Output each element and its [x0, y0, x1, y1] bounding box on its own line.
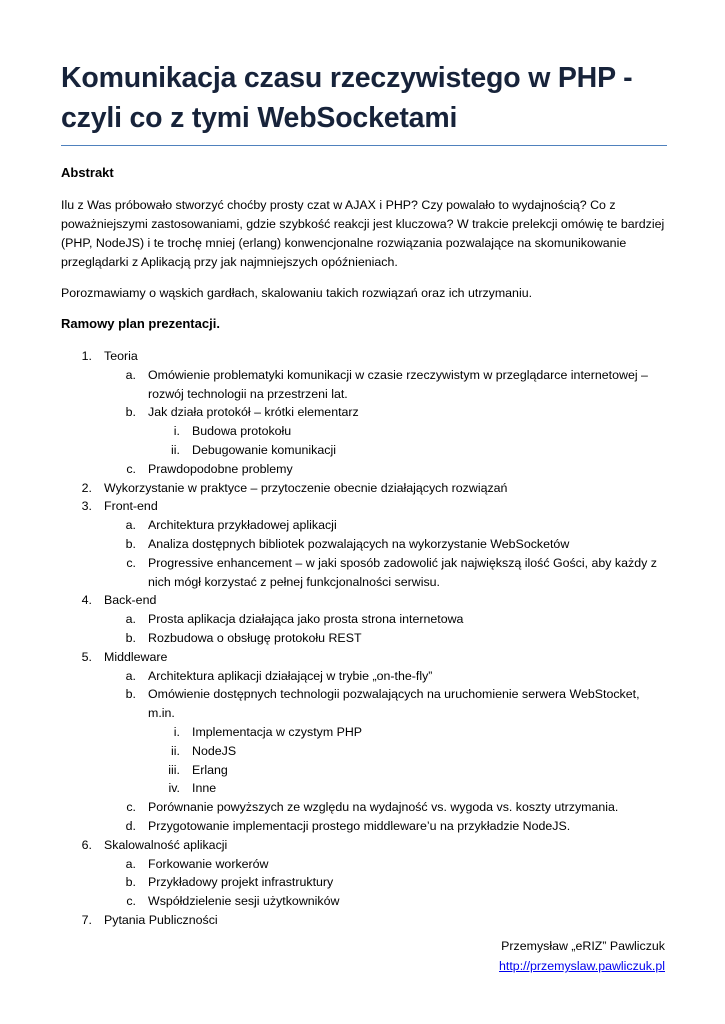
outline-item — [61, 761, 667, 780]
outline-text: Prawdopodobne problemy — [148, 461, 293, 476]
outline-marker: ii. — [171, 442, 180, 457]
title-divider — [61, 145, 667, 146]
outline-marker: a. — [125, 518, 136, 533]
outline-text: Wykorzystanie w praktyce – przytoczenie obecnie działających rozwiązań — [104, 480, 508, 495]
outline-marker: iv. — [168, 781, 180, 796]
outline-marker: iii. — [168, 762, 180, 777]
outline-marker: a. — [125, 367, 136, 382]
outline-item — [61, 873, 667, 892]
outline-item — [61, 836, 667, 855]
outline-item — [61, 460, 667, 479]
outline-item — [61, 516, 667, 535]
outline-text: Forkowanie workerów — [148, 856, 269, 871]
outline-marker: a. — [125, 856, 136, 871]
outline-item — [61, 779, 667, 798]
outline-item — [61, 667, 667, 686]
outline-text: Omówienie problematyki komunikacji w czasie rzeczywistym w przeglądarce internetowej – rozwój technologii na przestrzeni lat. — [148, 367, 648, 401]
outline-marker: b. — [125, 405, 136, 420]
outline-text: Architektura przykładowej aplikacji — [148, 518, 337, 533]
outline-marker: c. — [126, 800, 136, 815]
outline-item — [61, 479, 667, 498]
document-page — [61, 58, 667, 930]
outline-marker: b. — [125, 687, 136, 702]
outline-text: Analiza dostępnych bibliotek pozwalających na wykorzystanie WebSocketów — [148, 536, 570, 551]
outline-marker: 7. — [81, 912, 92, 927]
abstract-paragraph-1: Ilu z Was próbowało stworzyć choćby prosty czat w AJAX i PHP? Czy powalało to wydajnością? Co z poważniejszymi zastosowaniami, gdzie szybkość reakcji jest kluczowa? W trakcie prelekcji omówię te bardziej (PHP, NodeJS) i te trochę mniej (erlang) konwencjonalne rozwiązania pozwalające na skomunikowanie przeglądarki z Aplikacją przy jak najmniejszych opóźnieniach. — [61, 198, 665, 269]
outline-text: Budowa protokołu — [192, 424, 292, 439]
document-title: Komunikacja czasu rzeczywistego w PHP - czyli co z tymi WebSocketami — [61, 62, 633, 134]
outline-marker: 3. — [81, 499, 92, 514]
outline-text: Debugowanie komunikacji — [192, 442, 336, 457]
outline-item — [61, 497, 667, 516]
outline-marker: c. — [126, 894, 136, 909]
outline-item — [61, 366, 667, 404]
outline-text: Teoria — [104, 349, 138, 363]
outline-marker: 6. — [81, 837, 92, 852]
outline-item — [61, 441, 667, 460]
outline-item — [61, 648, 667, 667]
outline-text: Inne — [192, 781, 217, 796]
outline-text: Jak działa protokół – krótki elementarz — [148, 405, 359, 420]
outline-text: Przykładowy projekt infrastruktury — [148, 875, 334, 890]
outline-marker: c. — [126, 461, 136, 476]
author-footer — [499, 936, 665, 976]
outline-marker: a. — [125, 668, 136, 683]
outline-marker: a. — [125, 612, 136, 627]
outline-marker: c. — [126, 555, 136, 570]
author-website-link[interactable]: http://przemyslaw.pawliczuk.pl — [499, 959, 665, 973]
outline-text: Skalowalność aplikacji — [104, 837, 228, 852]
abstract-heading: Abstrakt — [61, 165, 114, 180]
outline-item — [61, 911, 667, 930]
outline-item — [61, 347, 667, 366]
outline-marker: i. — [173, 724, 180, 739]
outline-item — [61, 798, 667, 817]
outline-text: Porównanie powyższych ze względu na wydajność vs. wygoda vs. koszty utrzymania. — [148, 800, 619, 815]
outline-item — [61, 855, 667, 874]
outline-marker: 5. — [81, 649, 92, 664]
outline-text: Architektura aplikacji działającej w trybie „on-the-fly” — [148, 668, 433, 683]
outline-item — [61, 723, 667, 742]
outline-marker: d. — [125, 818, 136, 833]
outline-marker: 2. — [81, 480, 92, 495]
outline-marker: 4. — [81, 593, 92, 608]
outline-text: NodeJS — [192, 743, 237, 758]
outline-item — [61, 685, 667, 723]
outline-text: Back-end — [104, 593, 157, 608]
outline-text: Przygotowanie implementacji prostego middleware’u na przykładzie NodeJS. — [148, 818, 571, 833]
outline-item — [61, 892, 667, 911]
author-name: Przemysław „eRIZ” Pawliczuk — [501, 939, 665, 953]
outline-item — [61, 554, 667, 592]
outline-text: Implementacja w czystym PHP — [192, 724, 363, 739]
outline-item — [61, 403, 667, 422]
outline-item — [61, 817, 667, 836]
outline-item — [61, 591, 667, 610]
outline-text: Omówienie dostępnych technologii pozwalających na uruchomienie serwera WebStocket, m.in. — [148, 687, 640, 721]
outline-item — [61, 629, 667, 648]
outline-text: Erlang — [192, 762, 228, 777]
outline-text: Progressive enhancement – w jaki sposób zadowolić jak największą ilość Gości, aby każdy z nich mógł korzystać z pełnej funkcjonalności serwisu. — [148, 555, 657, 589]
abstract-paragraph-2: Porozmawiamy o wąskich gardłach, skalowaniu takich rozwiązań oraz ich utrzymaniu. — [61, 286, 533, 300]
outline-marker: 1. — [81, 349, 92, 363]
outline-item — [61, 535, 667, 554]
outline-text: Współdzielenie sesji użytkowników — [148, 894, 340, 909]
outline-text: Front-end — [104, 499, 158, 514]
outline-marker: b. — [125, 536, 136, 551]
outline-text: Rozbudowa o obsługę protokołu REST — [148, 630, 362, 645]
outline-marker: i. — [173, 424, 180, 439]
outline-item — [61, 610, 667, 629]
outline-item — [61, 422, 667, 441]
outline-item — [61, 742, 667, 761]
outline-marker: ii. — [171, 743, 180, 758]
outline-marker: b. — [125, 630, 136, 645]
outline-marker: b. — [125, 875, 136, 890]
presentation-outline — [61, 347, 667, 930]
outline-text: Prosta aplikacja działająca jako prosta strona internetowa — [148, 612, 464, 627]
outline-text: Middleware — [104, 649, 168, 664]
plan-heading: Ramowy plan prezentacji. — [61, 316, 220, 331]
outline-text: Pytania Publiczności — [104, 912, 218, 927]
